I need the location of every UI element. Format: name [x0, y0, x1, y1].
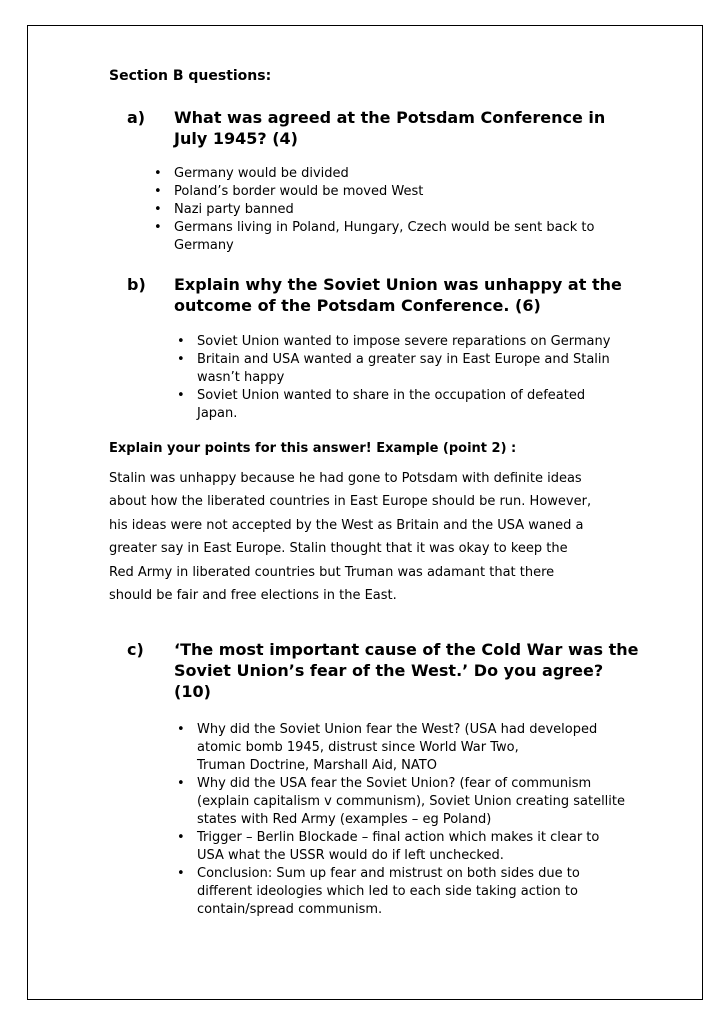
bullet-icon: • — [154, 202, 162, 217]
example-line: Stalin was unhappy because he had gone to Potsdam with definite ideas — [109, 471, 582, 486]
question-a-line: What was agreed at the Potsdam Conference in — [174, 108, 606, 127]
question-a-letter: a) — [127, 108, 146, 127]
bullet-icon: • — [177, 352, 185, 367]
bullet-text: Conclusion: Sum up fear and mistrust on both sides due to — [197, 866, 580, 881]
bullet-text: Soviet Union wanted to impose severe reparations on Germany — [197, 334, 611, 349]
bullet-text: Poland’s border would be moved West — [174, 184, 424, 199]
bullet-item — [177, 387, 610, 423]
question-b-line: Explain why the Soviet Union was unhappy at the — [174, 275, 622, 294]
bullet-item — [154, 165, 594, 183]
bullet-text: states with Red Army (examples – eg Poland) — [197, 812, 492, 827]
question-b-letter: b) — [127, 275, 146, 294]
bullet-text: Trigger – Berlin Blockade – final action which makes it clear to — [197, 830, 600, 845]
bullet-text: Britain and USA wanted a greater say in East Europe and Stalin — [197, 352, 610, 367]
question-b-text — [174, 274, 622, 316]
bullet-icon: • — [154, 184, 162, 199]
bullet-item — [177, 865, 625, 919]
bullet-item — [154, 201, 594, 219]
bullet-icon: • — [177, 830, 185, 845]
question-a-bullets — [154, 165, 595, 255]
bullet-icon: • — [177, 388, 185, 403]
bullet-item — [177, 775, 625, 829]
bullet-text: contain/spread communism. — [197, 902, 383, 917]
bullet-text: USA what the USSR would do if left unchecked. — [197, 848, 504, 863]
bullet-text: Nazi party banned — [174, 202, 294, 217]
example-line: his ideas were not accepted by the West as Britain and the USA waned a — [109, 517, 584, 533]
bullet-icon: • — [177, 722, 185, 737]
bullet-item — [177, 333, 611, 351]
question-b-bullets — [177, 333, 611, 423]
question-b-line: outcome of the Potsdam Conference. (6) — [174, 296, 541, 315]
bullet-icon: • — [177, 866, 185, 881]
question-a-line: July 1945? (4) — [174, 129, 298, 148]
bullet-item — [177, 829, 625, 865]
bullet-text: Germany — [174, 238, 234, 253]
bullet-text: wasn’t happy — [197, 370, 285, 385]
bullet-text: Why did the USA fear the Soviet Union? (fear of communism — [197, 776, 592, 791]
example-line: should be fair and free elections in the East. — [109, 588, 397, 604]
question-c-text — [174, 639, 639, 702]
bullet-text: Germany would be divided — [174, 166, 349, 181]
bullet-text: Germans living in Poland, Hungary, Czech would be sent back to — [174, 220, 595, 235]
bullet-text: (explain capitalism v communism), Soviet Union creating satellite — [197, 794, 625, 809]
bullet-item — [177, 351, 610, 387]
bullet-icon: • — [154, 166, 162, 181]
question-c-bullets — [177, 721, 625, 919]
bullet-text: Why did the Soviet Union fear the West? (USA had developed — [197, 722, 598, 737]
bullet-text: atomic bomb 1945, distrust since World War Two, — [197, 740, 519, 755]
bullet-text: different ideologies which led to each side taking action to — [197, 884, 578, 899]
bullet-item — [154, 219, 595, 255]
bullet-icon: • — [177, 776, 185, 791]
section-title: Section B questions: — [109, 68, 272, 84]
bullet-item — [154, 183, 594, 201]
explain-heading: Explain your points for this answer! Example (point 2) : — [109, 441, 517, 456]
question-c-line: ‘The most important cause of the Cold War was the — [174, 640, 639, 659]
example-line: greater say in East Europe. Stalin thought that it was okay to keep the — [109, 541, 568, 557]
question-a-text — [174, 107, 605, 149]
bullet-text: Truman Doctrine, Marshall Aid, NATO — [197, 758, 437, 773]
question-c-letter: c) — [127, 640, 144, 659]
bullet-icon: • — [177, 334, 185, 349]
bullet-item — [177, 721, 625, 775]
bullet-text: Soviet Union wanted to share in the occupation of defeated — [197, 388, 586, 403]
example-answer — [109, 467, 629, 607]
bullet-text: Japan. — [197, 406, 238, 421]
example-line: Red Army in liberated countries but Truman was adamant that there — [109, 564, 555, 580]
example-line: about how the liberated countries in East Europe should be run. However, — [109, 494, 592, 510]
bullet-icon: • — [154, 220, 162, 235]
question-c-line: (10) — [174, 682, 211, 701]
question-c-line: Soviet Union’s fear of the West.’ Do you agree? — [174, 661, 604, 680]
